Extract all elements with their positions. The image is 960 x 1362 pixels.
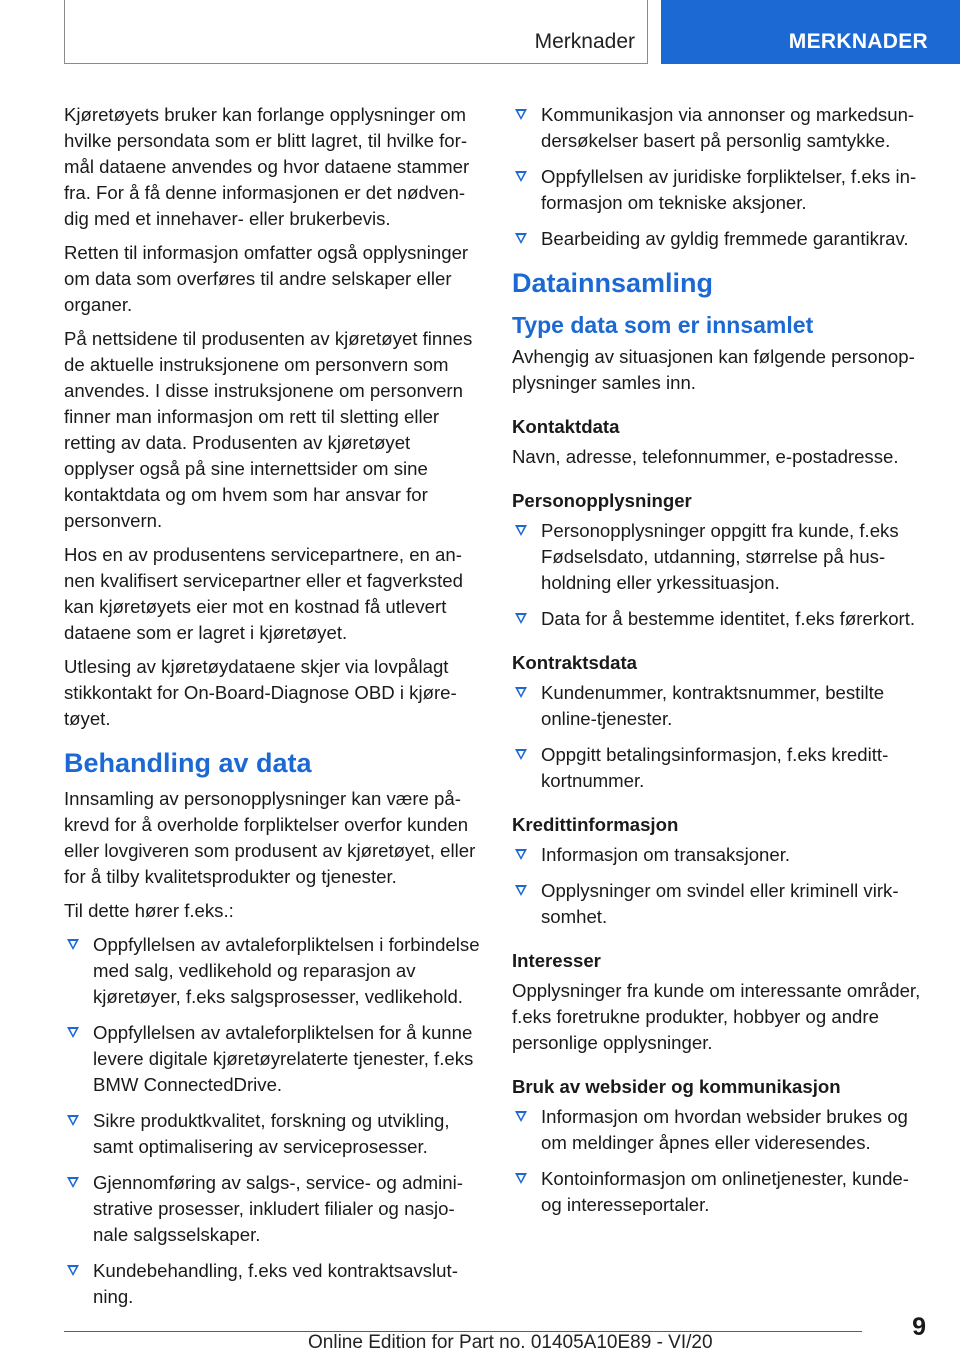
- triangle-bullet-icon: [515, 525, 527, 536]
- list-item-text: Sikre produktkvalitet, forskning og utvikling, samt optimalisering av serviceprosesser.: [93, 1110, 450, 1157]
- list-item: [512, 102, 930, 154]
- paragraph: På nettsidene til produsenten av kjøretøyet finnes de aktuelle instruksjonene om personvern som anvendes. I disse instruksjonene om personvern finner man informasjon om rett til sletting eller retting av data. Produsenten av kjøretøyet opplyser også på sine internettsider om sine kontaktdata og om hvem som har ansvar for personvern.: [64, 328, 473, 531]
- bullet-list: [512, 842, 930, 930]
- triangle-bullet-icon: [67, 1027, 79, 1038]
- chapter-tab-label: MERKNADER: [788, 30, 928, 53]
- triangle-bullet-icon: [515, 687, 527, 698]
- list-item: [64, 1258, 482, 1310]
- list-item-text: Oppfyllelsen av avtaleforpliktelsen for å kunne levere digitale kjøretøyrelaterte tjenester, f.eks BMW ConnectedDrive.: [93, 1022, 474, 1095]
- triangle-bullet-icon: [515, 233, 527, 244]
- triangle-bullet-icon: [67, 939, 79, 950]
- list-item-text: Oppgitt betalingsinformasjon, f.eks kredittkortnummer.: [541, 744, 889, 791]
- paragraph: Til dette hører f.eks.:: [64, 900, 234, 921]
- paragraph: Avhengig av situasjonen kan følgende personopplysninger samles inn.: [512, 346, 915, 393]
- triangle-bullet-icon: [515, 613, 527, 624]
- left-column: [64, 102, 482, 1320]
- section-heading-datainnsamling: Datainnsamling: [512, 268, 714, 298]
- triangle-bullet-icon: [515, 749, 527, 760]
- triangle-bullet-icon: [67, 1265, 79, 1276]
- list-item: [64, 1170, 482, 1248]
- bullet-list: [512, 1104, 930, 1218]
- triangle-bullet-icon: [515, 849, 527, 860]
- list-item: [512, 518, 930, 596]
- list-item-text: Bearbeiding av gyldig fremmede garantikrav.: [541, 228, 909, 249]
- list-item-text: Kommunikasjon via annonser og markedsundersøkelser basert på personlig samtykke.: [541, 104, 915, 151]
- subheading-type-data: Type data som er innsamlet: [512, 312, 814, 338]
- list-item: [512, 878, 930, 930]
- list-item: [64, 1020, 482, 1098]
- list-item-text: Kundenummer, kontraktsnummer, bestilte online-tjenester.: [541, 682, 885, 729]
- list-item-text: Kontoinformasjon om onlinetjenester, kunde- og interesseportaler.: [541, 1168, 909, 1215]
- list-item: [512, 1104, 930, 1156]
- list-item: [512, 606, 930, 632]
- subsection-title-kontaktdata: Kontaktdata: [512, 416, 620, 437]
- list-item: [512, 164, 930, 216]
- subsection-title-kredittinformasjon: Kredittinformasjon: [512, 814, 679, 835]
- section-title: Merknader: [534, 30, 635, 53]
- bullet-list: [512, 518, 930, 632]
- list-item-text: Kundebehandling, f.eks ved kontraktsavslutning.: [93, 1260, 458, 1307]
- triangle-bullet-icon: [515, 109, 527, 120]
- subsection-title-kontraktsdata: Kontraktsdata: [512, 652, 638, 673]
- list-item-text: Informasjon om transaksjoner.: [541, 844, 791, 865]
- list-item-text: Oppfyllelsen av avtaleforpliktelsen i forbindelse med salg, vedlikehold og reparasjon av kjøretøyer, f.eks salgsprosesser, vedlikehold.: [93, 934, 480, 1007]
- paragraph: Innsamling av personopplysninger kan være påkrevd for å overholde forpliktelser overfor kunden eller lovgiveren som produsent av kjøretøyet, eller for å tilby kvalitetsprodukter og tjenester.: [64, 788, 476, 887]
- paragraph: Opplysninger fra kunde om interessante områder, f.eks foretrukne produkter, hobbyer og andre personlige opplysninger.: [512, 980, 921, 1053]
- list-item: [512, 742, 930, 794]
- triangle-bullet-icon: [515, 1173, 527, 1184]
- bullet-list: [512, 102, 930, 252]
- triangle-bullet-icon: [515, 1111, 527, 1122]
- paragraph: Hos en av produsentens servicepartnere, en annen kvalifisert servicepartner eller et fagverksted kan kjøretøyets eier mot en kostnad få utlevert dataene som er lagret i kjøretøyet.: [64, 544, 463, 643]
- section-heading-behandling: Behandling av data: [64, 748, 312, 778]
- triangle-bullet-icon: [67, 1115, 79, 1126]
- paragraph: Retten til informasjon omfatter også opplysninger om data som overføres til andre selskaper eller organer.: [64, 242, 469, 315]
- edition-text: Online Edition for Part no. 01405A10E89 - VI/20: [308, 1332, 713, 1353]
- triangle-bullet-icon: [515, 885, 527, 896]
- list-item-text: Data for å bestemme identitet, f.eks førerkort.: [541, 608, 916, 629]
- list-item-text: Informasjon om hvordan websider brukes og om meldinger åpnes eller videresendes.: [541, 1106, 908, 1153]
- subsection-title-personopplysninger: Personopplysninger: [512, 490, 692, 511]
- triangle-bullet-icon: [515, 171, 527, 182]
- triangle-bullet-icon: [67, 1177, 79, 1188]
- list-item-text: Oppfyllelsen av juridiske forpliktelser, f.eks informasjon om tekniske aksjoner.: [541, 166, 917, 213]
- list-item: [512, 842, 930, 868]
- list-item: [512, 226, 930, 252]
- paragraph: Navn, adresse, telefonnummer, e-postadresse.: [512, 446, 899, 467]
- paragraph: Kjøretøyets bruker kan forlange opplysninger om hvilke persondata som er blitt lagret, til hvilke formål dataene anvendes og hvor dataene stammer fra. For å få denne informasjonen er det nødvendig med et innehaver- eller brukerbevis.: [64, 104, 470, 229]
- list-item-text: Gjennomføring av salgs-, service- og administrative prosesser, inkludert filialer og nasjonale salgsselskaper.: [93, 1172, 463, 1245]
- right-column: [512, 102, 930, 1228]
- list-item-text: Opplysninger om svindel eller kriminell virksomhet.: [541, 880, 899, 927]
- bullet-list: [512, 680, 930, 794]
- page-number: 9: [912, 1313, 926, 1341]
- list-item: [64, 1108, 482, 1160]
- list-item: [512, 680, 930, 732]
- header-section-box: [64, 0, 648, 64]
- chapter-tab[interactable]: [661, 0, 960, 64]
- subsection-title-interesser: Interesser: [512, 950, 601, 971]
- subsection-title-websider: Bruk av websider og kommunikasjon: [512, 1076, 841, 1097]
- bullet-list: [64, 932, 482, 1310]
- list-item-text: Personopplysninger oppgitt fra kunde, f.eks Fødselsdato, utdanning, størrelse på husholdning eller yrkessituasjon.: [541, 520, 899, 593]
- list-item: [64, 932, 482, 1010]
- paragraph: Utlesing av kjøretøydataene skjer via lovpålagt stikkontakt for On-Board-Diagnose OBD i kjøretøyet.: [64, 656, 457, 729]
- list-item: [512, 1166, 930, 1218]
